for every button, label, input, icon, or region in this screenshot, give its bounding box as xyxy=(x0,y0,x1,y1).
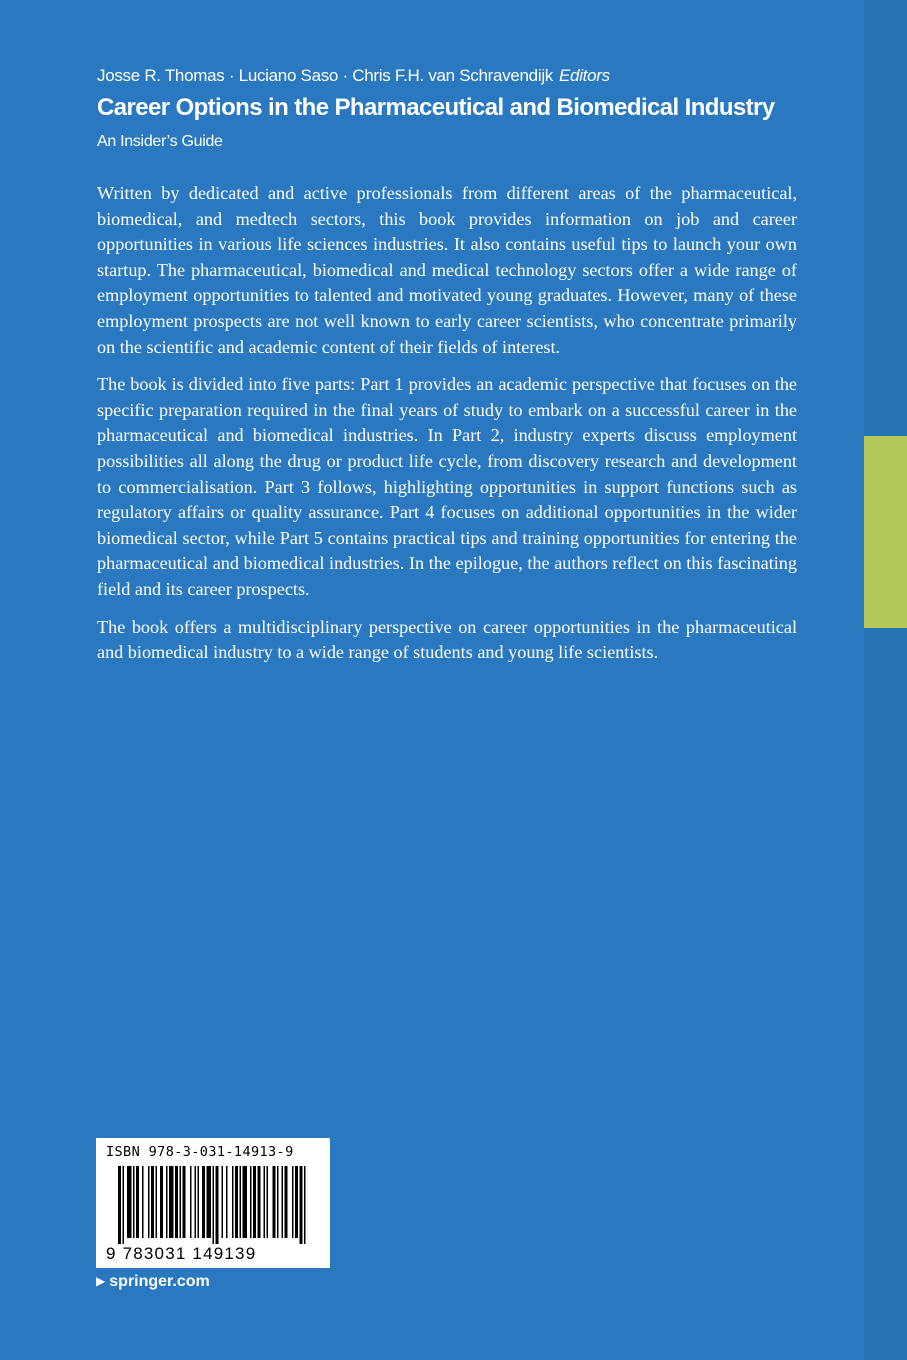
barcode-bar xyxy=(253,1166,256,1238)
triangle-arrow-icon: ▶ xyxy=(96,1274,106,1288)
barcode-bar xyxy=(142,1166,144,1238)
barcode-bar xyxy=(235,1166,238,1238)
editor-names: Josse R. Thomas · Luciano Saso · Chris F.H. van Schravendijk xyxy=(97,66,553,85)
accent-strip xyxy=(864,436,907,628)
barcode-bar xyxy=(277,1166,279,1238)
barcode-bar xyxy=(156,1166,158,1238)
barcode-bar xyxy=(202,1166,205,1238)
barcode-bar xyxy=(136,1166,139,1238)
barcode-bar xyxy=(295,1166,298,1238)
spine-edge xyxy=(864,0,907,1360)
blurb-paragraph-1: Written by dedicated and active professionals from different areas of the pharmaceutical, biomedical, and medtech sectors, this book provides information on job and career opportunities in various life sciences industries. It also contains useful tips to launch your own startup. The pharmaceutical, biomedical and medical technology sectors offer a wide range of employment opportunities to talented and motivated young graduates. However, many of these employment prospects are not well known to early career scientists, who concentrate primarily on the scientific and academic content of their fields of interest. xyxy=(97,183,797,357)
barcode-bar xyxy=(118,1166,121,1244)
barcode-bar xyxy=(282,1166,284,1238)
isbn-number: ISBN 978-3-031-14913-9 xyxy=(106,1144,294,1160)
barcode-bar xyxy=(151,1166,154,1238)
barcode-bar xyxy=(160,1166,163,1238)
barcode-bar xyxy=(133,1166,135,1238)
publisher-link[interactable] xyxy=(96,1273,210,1291)
barcode-bar xyxy=(243,1166,248,1238)
barcode-bar xyxy=(250,1166,252,1238)
barcode-bar xyxy=(183,1166,186,1238)
barcode-bar xyxy=(300,1166,303,1244)
isbn-barcode xyxy=(96,1138,330,1268)
barcode-bar xyxy=(216,1166,219,1244)
barcode-bar xyxy=(267,1166,269,1238)
barcode-bar xyxy=(169,1166,174,1238)
barcode-bar xyxy=(240,1166,242,1238)
barcode-bar xyxy=(175,1166,178,1238)
book-title: Career Options in the Pharmaceutical and Biomedical Industry xyxy=(97,94,775,121)
barcode-bar xyxy=(123,1166,125,1244)
publisher-link-text: springer.com xyxy=(109,1273,210,1290)
barcode-digits: 9 783031 149139 xyxy=(106,1244,257,1263)
barcode-bar xyxy=(190,1166,192,1238)
blurb-paragraph-2: The book is divided into five parts: Part 1 provides an academic perspective that focuses on the specific preparation required in the final years of study to embark on a successful career in the pharmaceutical and biomedical industries. In Part 2, industry experts discuss employment possibilities all along the drug or product life cycle, from discovery research and development to commercialisation. Part 3 follows, highlighting opportunities in support functions such as regulatory affairs or quality assurance. Part 4 focuses on additional opportunities in the wider biomedical sector, while Part 5 contains practical tips and training opportunities for entering the pharmaceutical and biomedical industries. In the epilogue, the authors reflect on this fascinating field and its career prospects. xyxy=(97,374,797,599)
blurb xyxy=(97,181,797,678)
barcode-bar xyxy=(166,1166,168,1238)
barcode-bar xyxy=(148,1166,150,1238)
barcode-bar xyxy=(213,1166,215,1244)
barcode-bar xyxy=(285,1166,288,1238)
barcode-bar xyxy=(292,1166,294,1238)
barcode-bar xyxy=(195,1166,197,1238)
book-subtitle: An Insider’s Guide xyxy=(97,133,223,150)
barcode-bar xyxy=(226,1166,228,1238)
barcode-bar xyxy=(127,1166,132,1238)
barcode-bar xyxy=(304,1166,306,1244)
barcode-bar xyxy=(207,1166,212,1238)
barcode-bar xyxy=(180,1166,182,1238)
barcode-bar xyxy=(232,1166,234,1238)
editors-line xyxy=(97,66,610,86)
barcode-bar xyxy=(273,1166,276,1238)
editors-role: Editors xyxy=(559,66,610,85)
barcode-bar xyxy=(258,1166,261,1238)
blurb-paragraph-3: The book offers a multidisciplinary perspective on career opportunities in the pharmaceutical and biomedical industry to a wide range of students and young life scientists. xyxy=(97,616,797,663)
barcode-bar xyxy=(264,1166,266,1238)
barcode-bar xyxy=(198,1166,200,1238)
barcode-bar xyxy=(222,1166,224,1238)
